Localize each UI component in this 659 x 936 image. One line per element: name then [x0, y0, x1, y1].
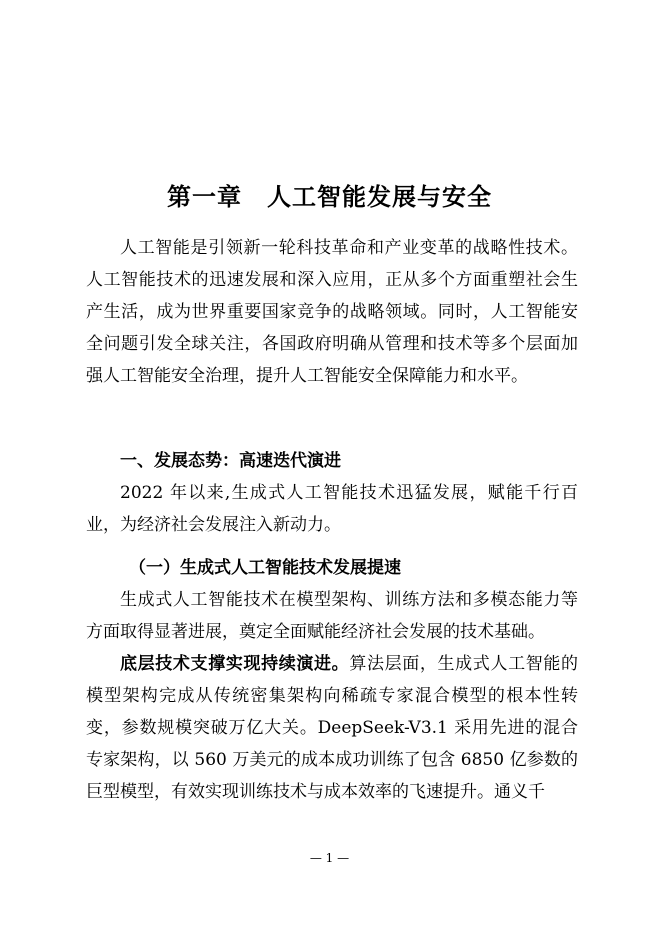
section-heading: 一、发展态势：高速迭代演进: [120, 451, 341, 471]
lead-paragraph: [86, 648, 578, 808]
lead-paragraph-body: 算法层面，生成式人工智能的模型架构完成从传统密集架构向稀疏专家混合模型的根本性转变，参数规模突破万亿大关。DeepSeek-V3.1 采用先进的混合专家架构，以 560 万美元的成本成功训练了包含 6850 亿参数的巨型模型，有效实现训练技术与成本效率的飞速提升。通义千: [86, 654, 579, 802]
chapter-title: 第一章 人工智能发展与安全: [167, 182, 492, 211]
intro-paragraph: 人工智能是引领新一轮科技革命和产业变革的战略性技术。人工智能技术的迅速发展和深入应用，正从多个方面重塑社会生产生活，成为世界重要国家竞争的战略领域。同时，人工智能安全问题引发全球关注，各国政府明确从管理和技术等多个层面加强人工智能安全治理，提升人工智能安全保障能力和水平。: [86, 238, 578, 386]
paragraph-lead-sentence: 底层技术支撑实现持续演进。: [120, 654, 350, 674]
subsection-heading: （一）生成式人工智能技术发展提速: [129, 558, 401, 578]
section-paragraph: 2022 年以来,生成式人工智能技术迅猛发展，赋能千行百业，为经济社会发展注入新动力。: [86, 483, 578, 535]
page-number: — 1 —: [309, 851, 350, 865]
subsection-paragraph: 生成式人工智能技术在模型架构、训练方法和多模态能力等方面取得显著进展，奠定全面赋能经济社会发展的技术基础。: [86, 590, 578, 642]
